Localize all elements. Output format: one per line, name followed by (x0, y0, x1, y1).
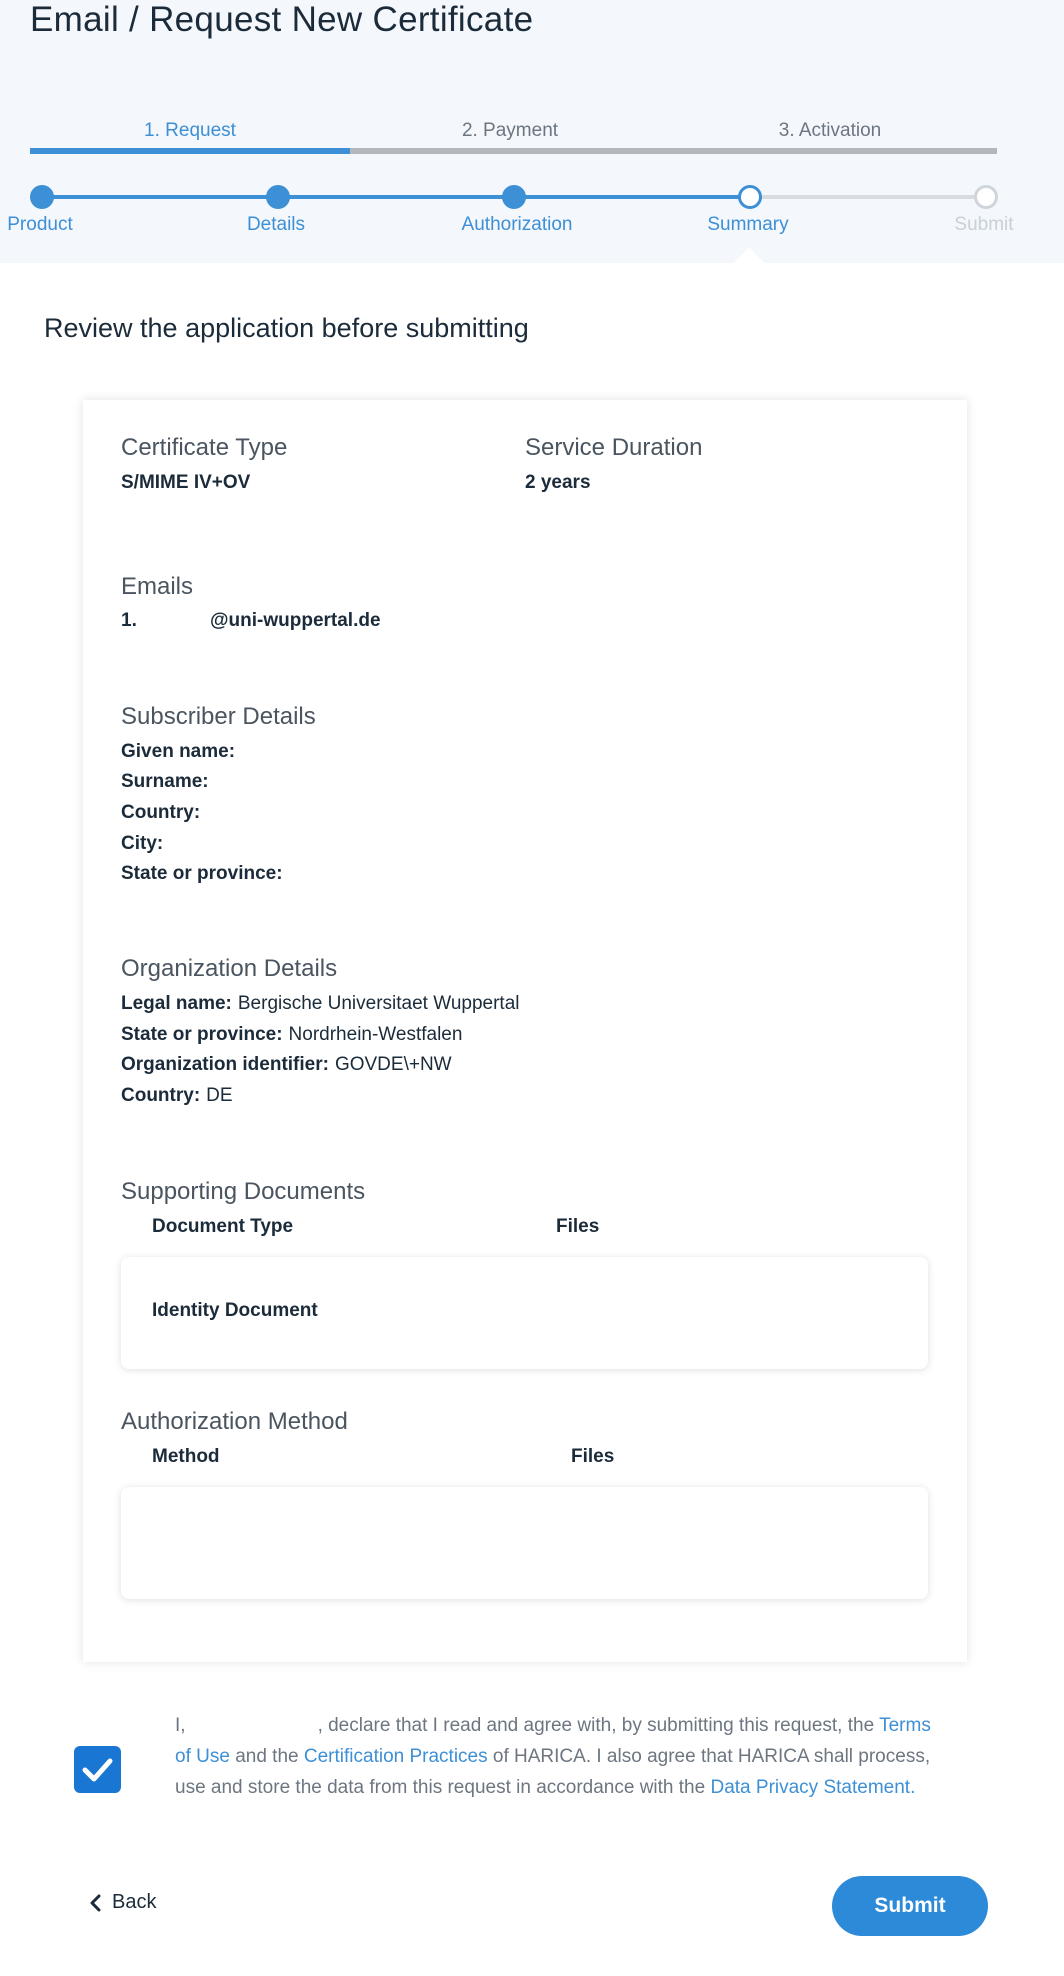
subscriber-surname (121, 771, 209, 793)
step-label-details[interactable]: Details (246, 214, 306, 235)
back-button[interactable] (88, 1891, 156, 1914)
field-key: Legal name: (121, 993, 232, 1014)
field-key: Organization identifier: (121, 1054, 329, 1075)
field-key: Surname: (121, 771, 209, 792)
supporting-documents-label: Supporting Documents (121, 1178, 366, 1205)
terms-of-use-link[interactable]: Terms of Use (175, 1715, 931, 1767)
service-duration-label: Service Duration (525, 434, 703, 461)
org-identifier (121, 1054, 452, 1076)
certificate-type-value: S/MIME IV+OV (121, 472, 251, 493)
submit-button[interactable]: Submit (832, 1876, 988, 1936)
field-key: State or province: (121, 863, 283, 884)
subscriber-state (121, 863, 283, 885)
service-duration-value: 2 years (525, 472, 591, 493)
subscriber-details-label: Subscriber Details (121, 703, 316, 730)
field-key: Given name: (121, 741, 236, 762)
field-key: State or province: (121, 1024, 283, 1045)
col-method: Method (152, 1446, 220, 1467)
stage-progress-remaining (350, 148, 997, 154)
stage-progress-active (30, 148, 350, 154)
field-key: Country: (121, 802, 201, 823)
stage-tab-activation[interactable]: 3. Activation (778, 120, 882, 141)
review-heading: Review the application before submitting (44, 313, 529, 343)
stepper-line-complete (42, 195, 750, 199)
chevron-left-icon (88, 1893, 102, 1913)
authorization-method-label: Authorization Method (121, 1408, 348, 1435)
checkmark-icon (74, 1746, 121, 1793)
stage-tab-request[interactable]: 1. Request (144, 120, 236, 141)
col-files: Files (556, 1216, 600, 1237)
field-key: Country: (121, 1085, 201, 1106)
agreement-text (175, 1710, 945, 1803)
authorization-method-table (121, 1487, 928, 1599)
agreement-text-3: of HARICA. I also agree that HARICA shall process, use and store the data from this request in accordance with the (175, 1746, 931, 1798)
agreement-text-2: and the (235, 1746, 299, 1767)
stage-tab-payment[interactable]: 2. Payment (461, 120, 559, 141)
certification-practices-link[interactable]: Certification Practices (303, 1746, 488, 1767)
col-files: Files (571, 1446, 615, 1467)
org-country (121, 1085, 233, 1107)
back-label: Back (112, 1891, 157, 1913)
subscriber-country (121, 802, 200, 824)
emails-label: Emails (121, 573, 194, 600)
col-document-type: Document Type (152, 1216, 294, 1237)
step-label-product[interactable]: Product (7, 214, 73, 235)
step-dot-product[interactable] (30, 185, 54, 209)
document-type-identity: Identity Document (152, 1300, 318, 1321)
step-label-authorization[interactable]: Authorization (461, 214, 573, 235)
step-label-summary: Summary (707, 214, 789, 235)
subscriber-given-name (121, 741, 235, 763)
organization-details-label: Organization Details (121, 955, 338, 982)
org-state (121, 1024, 462, 1046)
field-value: Bergische Universitaet Wuppertal (237, 993, 520, 1014)
agreement-checkbox[interactable] (74, 1746, 121, 1793)
subscriber-city (121, 833, 163, 855)
step-dot-authorization[interactable] (502, 185, 526, 209)
page-title: Email / Request New Certificate (30, 0, 534, 39)
email-address: @uni-wuppertal.de (210, 610, 381, 631)
field-value: GOVDE\+NW (334, 1054, 452, 1075)
field-key: City: (121, 833, 164, 854)
stepper-line-remaining (750, 195, 986, 199)
org-legal-name (121, 993, 520, 1015)
agreement-prefix: I, (175, 1715, 186, 1736)
data-privacy-statement-link[interactable]: Data Privacy Statement. (710, 1777, 916, 1798)
email-index: 1. (121, 610, 137, 631)
step-label-submit: Submit (954, 214, 1014, 235)
step-dot-summary (738, 185, 762, 209)
field-value: Nordrhein-Westfalen (288, 1024, 463, 1045)
agreement-text-1: , declare that I read and agree with, by submitting this request, the (317, 1715, 875, 1736)
certificate-type-label: Certificate Type (121, 434, 288, 461)
field-value: DE (206, 1085, 233, 1106)
step-dot-submit (974, 185, 998, 209)
step-dot-details[interactable] (266, 185, 290, 209)
